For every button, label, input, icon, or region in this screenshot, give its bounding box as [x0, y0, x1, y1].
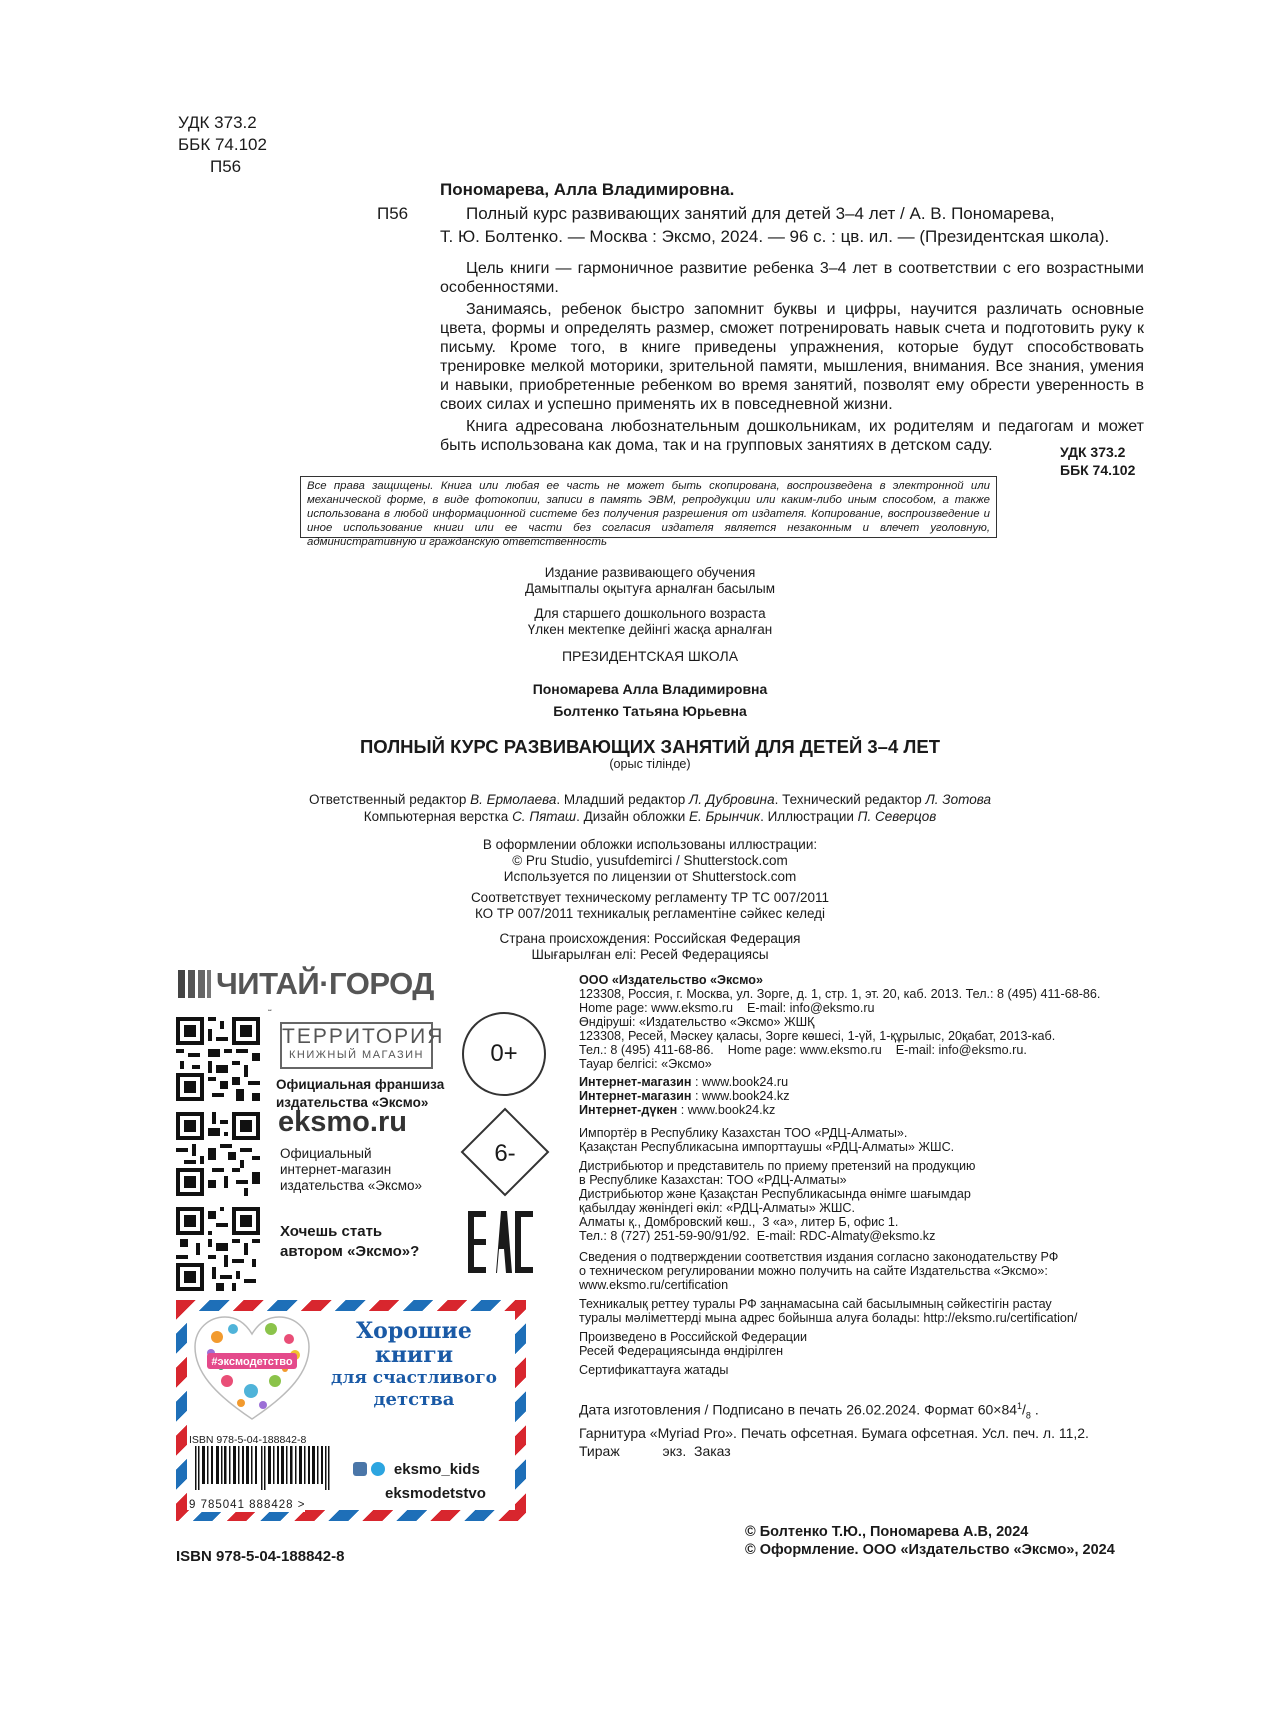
annotation-bbk: ББК 74.102: [1060, 462, 1136, 478]
annotation-p3: Книга адресована любознательным дошкольникам, их родителям и педагогам и может быть использована как дома, так и на групповых занятиях в детском саду.: [440, 418, 1144, 454]
barcode-digits: 9 785041 888428 >: [189, 1499, 306, 1511]
heart-illustration: [193, 1315, 311, 1423]
regulation: Соответствует техническому регламенту ТР ТС 007/2011 КО ТР 007/2011 техникалық регламентіне сәйкес келеді Страна происхождения: Российская Федерация Шығарылған елі: Ресей Федерациясы: [470, 890, 830, 962]
promo-heading: Хорошие книги для счастливого детства: [331, 1318, 497, 1410]
telegram-icon: [371, 1462, 385, 1476]
produced-info: Произведено в Российской Федерации Ресей Федерациясында өндірілген: [579, 1330, 808, 1358]
book-title: ПОЛНЫЙ КУРС РАЗВИВАЮЩИХ ЗАНЯТИЙ ДЛЯ ДЕТЕЙ 3–4 ЛЕТ: [359, 736, 941, 757]
bib-author: Пономарева, Алла Владимировна.: [440, 180, 735, 199]
credits-line-2: Компьютерная верстка С. Пяташ. Дизайн обложки Е. Брынчик. Иллюстрации П. Северцов: [363, 809, 937, 824]
series-name: ПРЕЗИДЕНТСКАЯ ШКОЛА: [561, 648, 739, 664]
bib-line-2: Т. Ю. Болтенко. — Москва : Эксмо, 2024. — 96 с. : цв. ил. — (Президентская школа).: [440, 227, 1110, 246]
age-rating-diamond-text: 6-: [494, 1140, 516, 1167]
promo-tag: #эксмодетство: [211, 1356, 293, 1368]
qr-code-1[interactable]: [176, 1017, 260, 1101]
vk-icon: [353, 1462, 367, 1476]
franchise-text: Официальная франшиза издательства «Эксмо»: [276, 1077, 445, 1110]
edition-age-ru: Для старшего дошкольного возраста: [534, 606, 766, 621]
author-1: Пономарева Алла Владимировна: [532, 681, 768, 697]
author-sign: П56: [210, 157, 242, 176]
bbk-code: ББК 74.102: [178, 135, 267, 154]
book-language: (орыс тілінде): [609, 757, 691, 771]
copyright: © Болтенко Т.Ю., Пономарева А.В, 2024 © Оформление. ООО «Издательство «Эксмо», 2024: [745, 1524, 1115, 1558]
isbn: ISBN 978-5-04-188842-8: [176, 1548, 345, 1565]
annotation-udk: УДК 373.2: [1060, 444, 1126, 460]
barcode-isbn: ISBN 978-5-04-188842-8: [189, 1434, 307, 1446]
importer-info: Импортёр в Республику Казахстан ТОО «РДЦ-Алматы». Қазақстан Республикасына импорттаушы «РДЦ-Алматы» ЖШС.: [579, 1126, 955, 1154]
conformity-kz-info: Техникалық реттеу туралы РФ заңнамасына сай басылымның сәйкестігін растау туралы мәліметтерді мына адрес бойынша алуға болады: http://eksmo.ru/certification/: [579, 1297, 1078, 1325]
bib-sign: П56: [377, 204, 409, 223]
territoriya-logo: ТЕРРИТОРИЯ КНИЖНЫЙ МАГАЗИН: [280, 1022, 433, 1069]
author-2: Болтенко Татьяна Юрьевна: [553, 703, 747, 719]
age-rating-circle: 0+: [462, 1012, 546, 1096]
qr-code-3[interactable]: [176, 1207, 260, 1291]
promo-social: [353, 1461, 513, 1502]
distributor-info: Дистрибьютор и представитель по приему претензий на продукцию в Республике Казахстан: ТОО «РДЦ-Алматы» Дистрибьютор және Қазақстан Республикасында өнімге шағымдар қабылдау жөніндегі өкіл: «РДЦ-Алматы» ЖШС. Алматы қ., Домбровский көш., 3 «а», литер Б, офис 1. Тел.: 8 (727) 251-59-90/91/92. E-mail: RDC-Almaty@eksmo.kz: [579, 1159, 976, 1243]
rights-box: [300, 476, 997, 548]
qr-code-2[interactable]: [176, 1112, 260, 1196]
rights-text: Все права защищены. Книга или любая ее часть не может быть скопирована, воспроизведена в электронной или механической форме, в виде фотокопии, записи в память ЭВМ, репродукции или каким-либо иным способом, а также использована в любой информационной системе без получения разрешения от издателя. Копирование, воспроизведение и иное использование книги или ее части без согласия издателя является незаконным и влечет уголовную, административную и гражданскую ответственность: [307, 480, 990, 548]
promo-card: [176, 1300, 526, 1521]
edition-age-kz: Үлкен мектепке дейінгі жасқа арналған: [527, 622, 773, 637]
barcode-bars: [189, 1446, 347, 1490]
annotation: [440, 259, 1144, 455]
eac-label: EAC: [268, 1010, 273, 1012]
print-info: Дата изготовления / Подписано в печать 26.02.2024. Формат $60\times 84^1/_8$ . Гарнитура «Myriad Pro». Печать офсетная. Бумага офсетная. Усл. печ. л. 11,2. Тираж экз. Заказ: [579, 1401, 1089, 1460]
bib-line-1: Полный курс развивающих занятий для детей 3–4 лет / А. В. Пономарева,: [466, 204, 1055, 223]
online-shops: Интернет-магазин : www.book24.ru Интернет-магазин : www.book24.kz Интернет-дүкен : www.book24.kz: [579, 1075, 790, 1117]
social-detstvo[interactable]: eksmodetstvo: [385, 1485, 486, 1502]
edition-age: [400, 606, 900, 638]
conformity-info: Сведения о подтверждении соответствия издания согласно законодательству РФ о техническом регулировании можно получить на сайте Издательства «Эксмо»: www.eksmo.ru/certification: [579, 1250, 1059, 1292]
edition-type: [400, 565, 900, 597]
cover-credits: В оформлении обложки использованы иллюстрации: © Pru Studio, yusufdemirci / Shutterstock.com Используется по лицензии от Shutterstock.com: [482, 837, 818, 884]
age-rating-diamond: [460, 1107, 550, 1197]
chitai-gorod-text: ЧИТАЙ·ГОРОД: [216, 966, 434, 1001]
promo-card-inner: [187, 1311, 515, 1510]
social-kids[interactable]: eksmo_kids: [393, 1461, 480, 1478]
eksmo-shop-text: Официальный интернет-магазин издательства «Эксмо»: [280, 1146, 423, 1193]
edition-type-ru: Издание развивающего обучения: [544, 565, 756, 580]
edition-type-kz: Дамытпалы оқытуға арналған басылым: [524, 581, 776, 596]
barcode: [189, 1434, 347, 1511]
credits-line-1: Ответственный редактор В. Ермолаева. Младший редактор Л. Дубровина. Технический редактор Л. Зотова: [309, 792, 991, 807]
publisher-info: ООО «Издательство «Эксмо» 123308, Россия, г. Москва, ул. Зорге, д. 1, стр. 1, эт. 20, каб. 2013. Тел.: 8 (495) 411-68-86. Home page: www.eksmo.ru E-mail: info@eksmo.ru Өндіруші: «Издательство «Эксмо» ЖШҚ 123308, Ресей, Мәскеу қаласы, Зорге көшесі, 1-үй, 1-құрылыс, 20қабат, 2013-каб. Тел.: 8 (495) 411-68-86. Home page: www.eksmo.ru E-mail: info@eksmo.ru. Тауар белгісі: «Эксмо»: [579, 973, 1101, 1071]
annotation-p2: Занимаясь, ребенок быстро запомнит буквы и цифры, научится различать основные цвета, формы и определять размер, сможет потренировать навык счета и подготовить руку к письму. Кроме того, в книге приведены упражнения, которые будут способствовать тренировке мелкой моторики, зрительной памяти, мышления, внимания. Все знания, умения и навыки, приобретенные ребенком во время занятий, позволят ему обрести уверенность в своих силах и успешно применять их в повседневной жизни.: [440, 301, 1144, 413]
author-invite: Хочешь стать автором «Эксмо»?: [280, 1223, 420, 1260]
annotation-p1: Цель книги — гармоничное развитие ребенка 3–4 лет в соответствии с его возрастными особенностями.: [440, 260, 1144, 296]
certification-note: Сертификаттауға жатады: [579, 1363, 729, 1377]
bib-description: [440, 203, 1144, 247]
eksmo-logo: eksmo.ru: [278, 1106, 407, 1138]
chitai-gorod-icon: [178, 970, 214, 1000]
udk-code: УДК 373.2: [178, 113, 257, 132]
